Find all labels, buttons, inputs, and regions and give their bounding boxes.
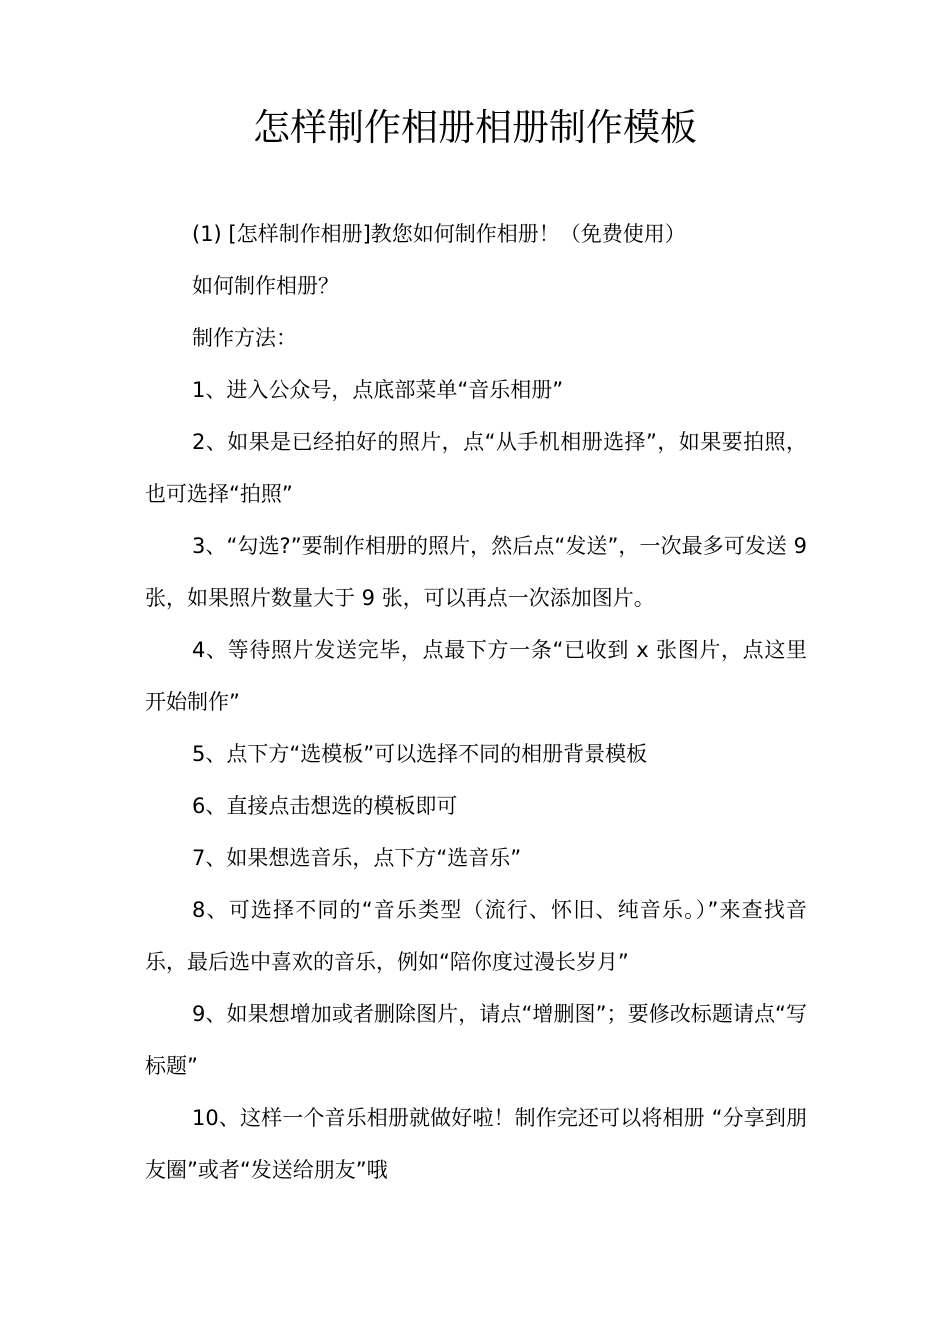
paragraph-step-5: 5、点下方“选模板”可以选择不同的相册背景模板	[192, 742, 648, 766]
paragraph-step-10: 10、这样一个音乐相册就做好啦！制作完还可以将相册 “分享到朋友圈”或者“发送给朋友”哦	[145, 1106, 807, 1182]
paragraph-step-7: 7、如果想选音乐，点下方“选音乐”	[192, 846, 522, 870]
document-body	[145, 208, 807, 1196]
paragraph-step-2: 2、如果是已经拍好的照片，点“从手机相册选择”，如果要拍照，也可选择“拍照”	[145, 430, 807, 506]
document-title: 怎样制作相册相册制作模板	[253, 106, 697, 149]
paragraph-step-9: 9、如果想增加或者删除图片，请点“增删图”；要修改标题请点“写标题”	[145, 1002, 807, 1078]
paragraph-intro: (1) [怎样制作相册]教您如何制作相册！（免费使用）	[192, 222, 686, 246]
paragraph-question: 如何制作相册？	[192, 274, 339, 298]
paragraph-step-6: 6、直接点击想选的模板即可	[192, 794, 458, 818]
paragraph-step-8: 8、可选择不同的“音乐类型（流行、怀旧、纯音乐。）”来查找音乐，最后选中喜欢的音乐，例如“陪你度过漫长岁月”	[145, 898, 807, 974]
paragraph-step-3: 3、“勾选?”要制作相册的照片，然后点“发送”，一次最多可发送 9 张，如果照片数量大于 9 张，可以再点一次添加图片。	[145, 534, 807, 610]
paragraph-step-1: 1、进入公众号，点底部菜单“音乐相册”	[192, 378, 564, 402]
paragraph-method-heading: 制作方法：	[192, 326, 297, 350]
paragraph-step-4: 4、等待照片发送完毕，点最下方一条“已收到 x 张图片，点这里开始制作”	[145, 638, 807, 714]
